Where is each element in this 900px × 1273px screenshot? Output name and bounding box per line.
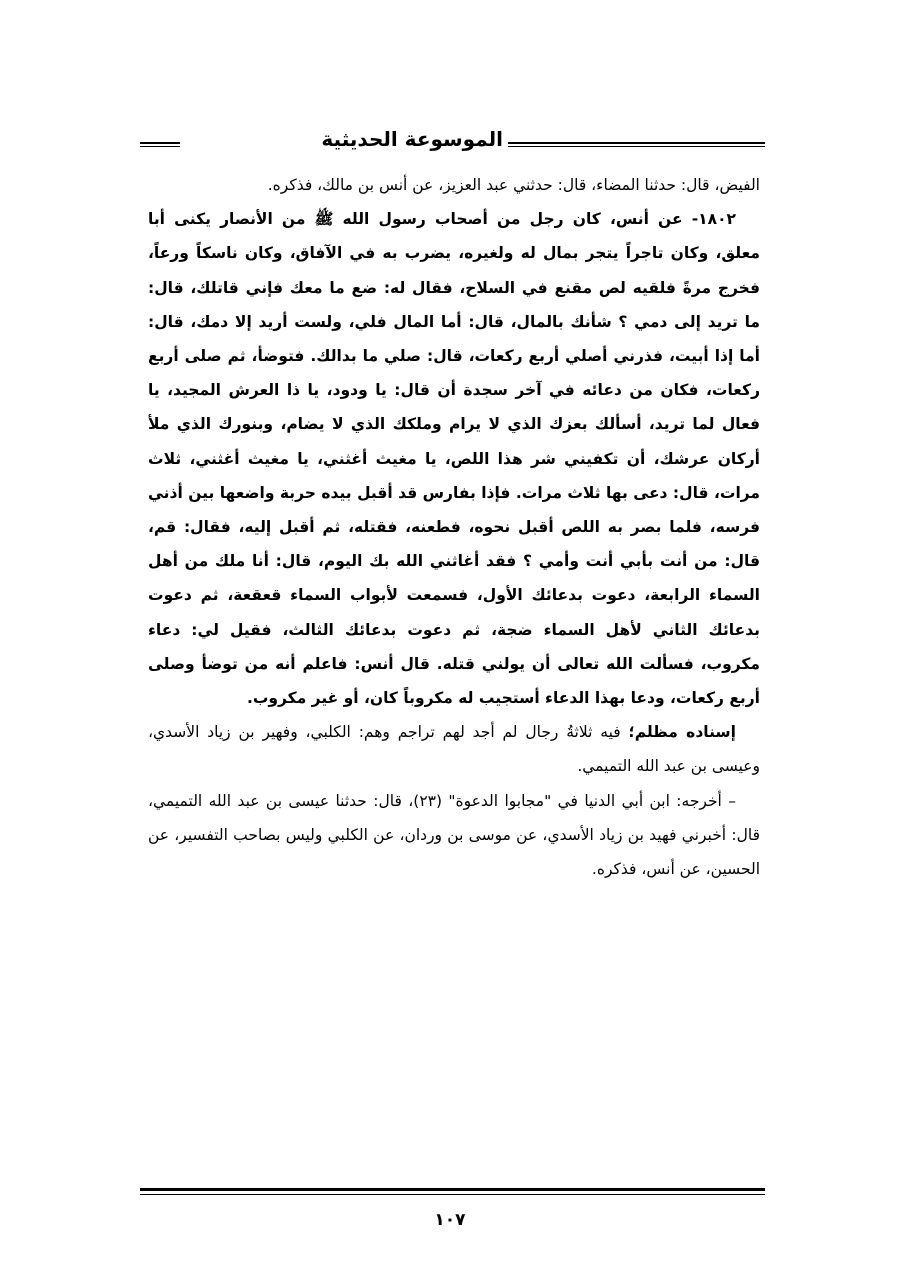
paragraph-takhrij: – أخرجه: ابن أبي الدنيا في "مجابوا الدعوة" (٢٣)، قال: حدثنا عيسى بن عبد الله التميمي، قال: أخبرني فهيد بن زياد الأسدي، عن موسى بن وردان، عن الكلبي وليس بصاحب التفسير، عن الحسين، عن أنس، فذكره. (148, 791, 760, 879)
running-header (140, 124, 765, 154)
paragraph-grading (148, 715, 760, 783)
grading-text: فيه ثلاثةُ رجال لم أجد لهم تراجم وهم: الكلبي، وفهير بن زياد الأسدي، وعيسى بن عبد الله التميمي. (148, 723, 760, 776)
page-body (148, 168, 760, 886)
paragraph-intro: الفيض، قال: حدثنا المضاء، قال: حدثني عبد العزيز، عن أنس بن مالك، فذكره. (267, 176, 760, 194)
page-number: ١٠٧ (434, 1210, 466, 1230)
grading-label: إسناده مظلم؛ (628, 723, 736, 742)
header-rule-left (140, 142, 180, 144)
header-rule-left-thin (140, 146, 180, 147)
footer-rule (140, 1188, 765, 1191)
header-rule-right-thin (508, 146, 765, 147)
paragraph-hadith: ١٨٠٢- عن أنس، كان رجل من أصحاب رسول الله ﷺ من الأنصار يكنى أبا معلق، وكان تاجراً يتجر بمال له ولغيره، يضرب به في الآفاق، وكان ناسكاً ورعاً، فخرج مرةً فلقيه لص مقنع في السلاح، فقال له: ضع ما معك فإني قاتلك، قال: ما تريد إلى دمي ؟ شأنك بالمال، قال: أما المال فلي، ولست أريد إلا دمك، قال: أما إذا أبيت، فذرني أصلي أربع ركعات، قال: صلي ما بدالك. فتوضأ، ثم صلى أربع ركعات، فكان من دعائه في آخر سجدة أن قال: يا ودود، يا ذا العرش المجيد، يا فعال لما تريد، أسألك بعزك الذي لا يرام وملكك الذي لا يضام، وبنورك الذي ملأ أركان عرشك، أن تكفيني شر هذا اللص، يا مغيث أغثني، يا مغيث أغثني، ثلاث مرات، قال: دعى بها ثلاث مرات. فإذا بفارس قد أقبل بيده حربة واضعها بين أذني فرسه، فلما بصر به اللص أقبل نحوه، فطعنه، فقتله، ثم أقبل إليه، فقال: قم، قال: من أنت بأبي أنت وأمي ؟ فقد أغاثني الله بك اليوم، قال: أنا ملك من أهل السماء الرابعة، دعوت بدعائك الأول، فسمعت لأبواب السماء قعقعة، ثم دعوت بدعائك الثاني لأهل السماء ضجة، ثم دعوت بدعائك الثالث، فقيل لي: دعاء مكروب، فسألت الله تعالى أن يولني قتله. قال أنس: فاعلم أنه من توضأ وصلى أربع ركعات، ودعا بهذا الدعاء أستجيب له مكروباً كان، أو غير مكروب. (148, 210, 760, 708)
footer-rule-thin (140, 1194, 765, 1195)
header-title: الموسوعة الحديثية (321, 127, 503, 151)
header-rule-right (508, 142, 765, 144)
